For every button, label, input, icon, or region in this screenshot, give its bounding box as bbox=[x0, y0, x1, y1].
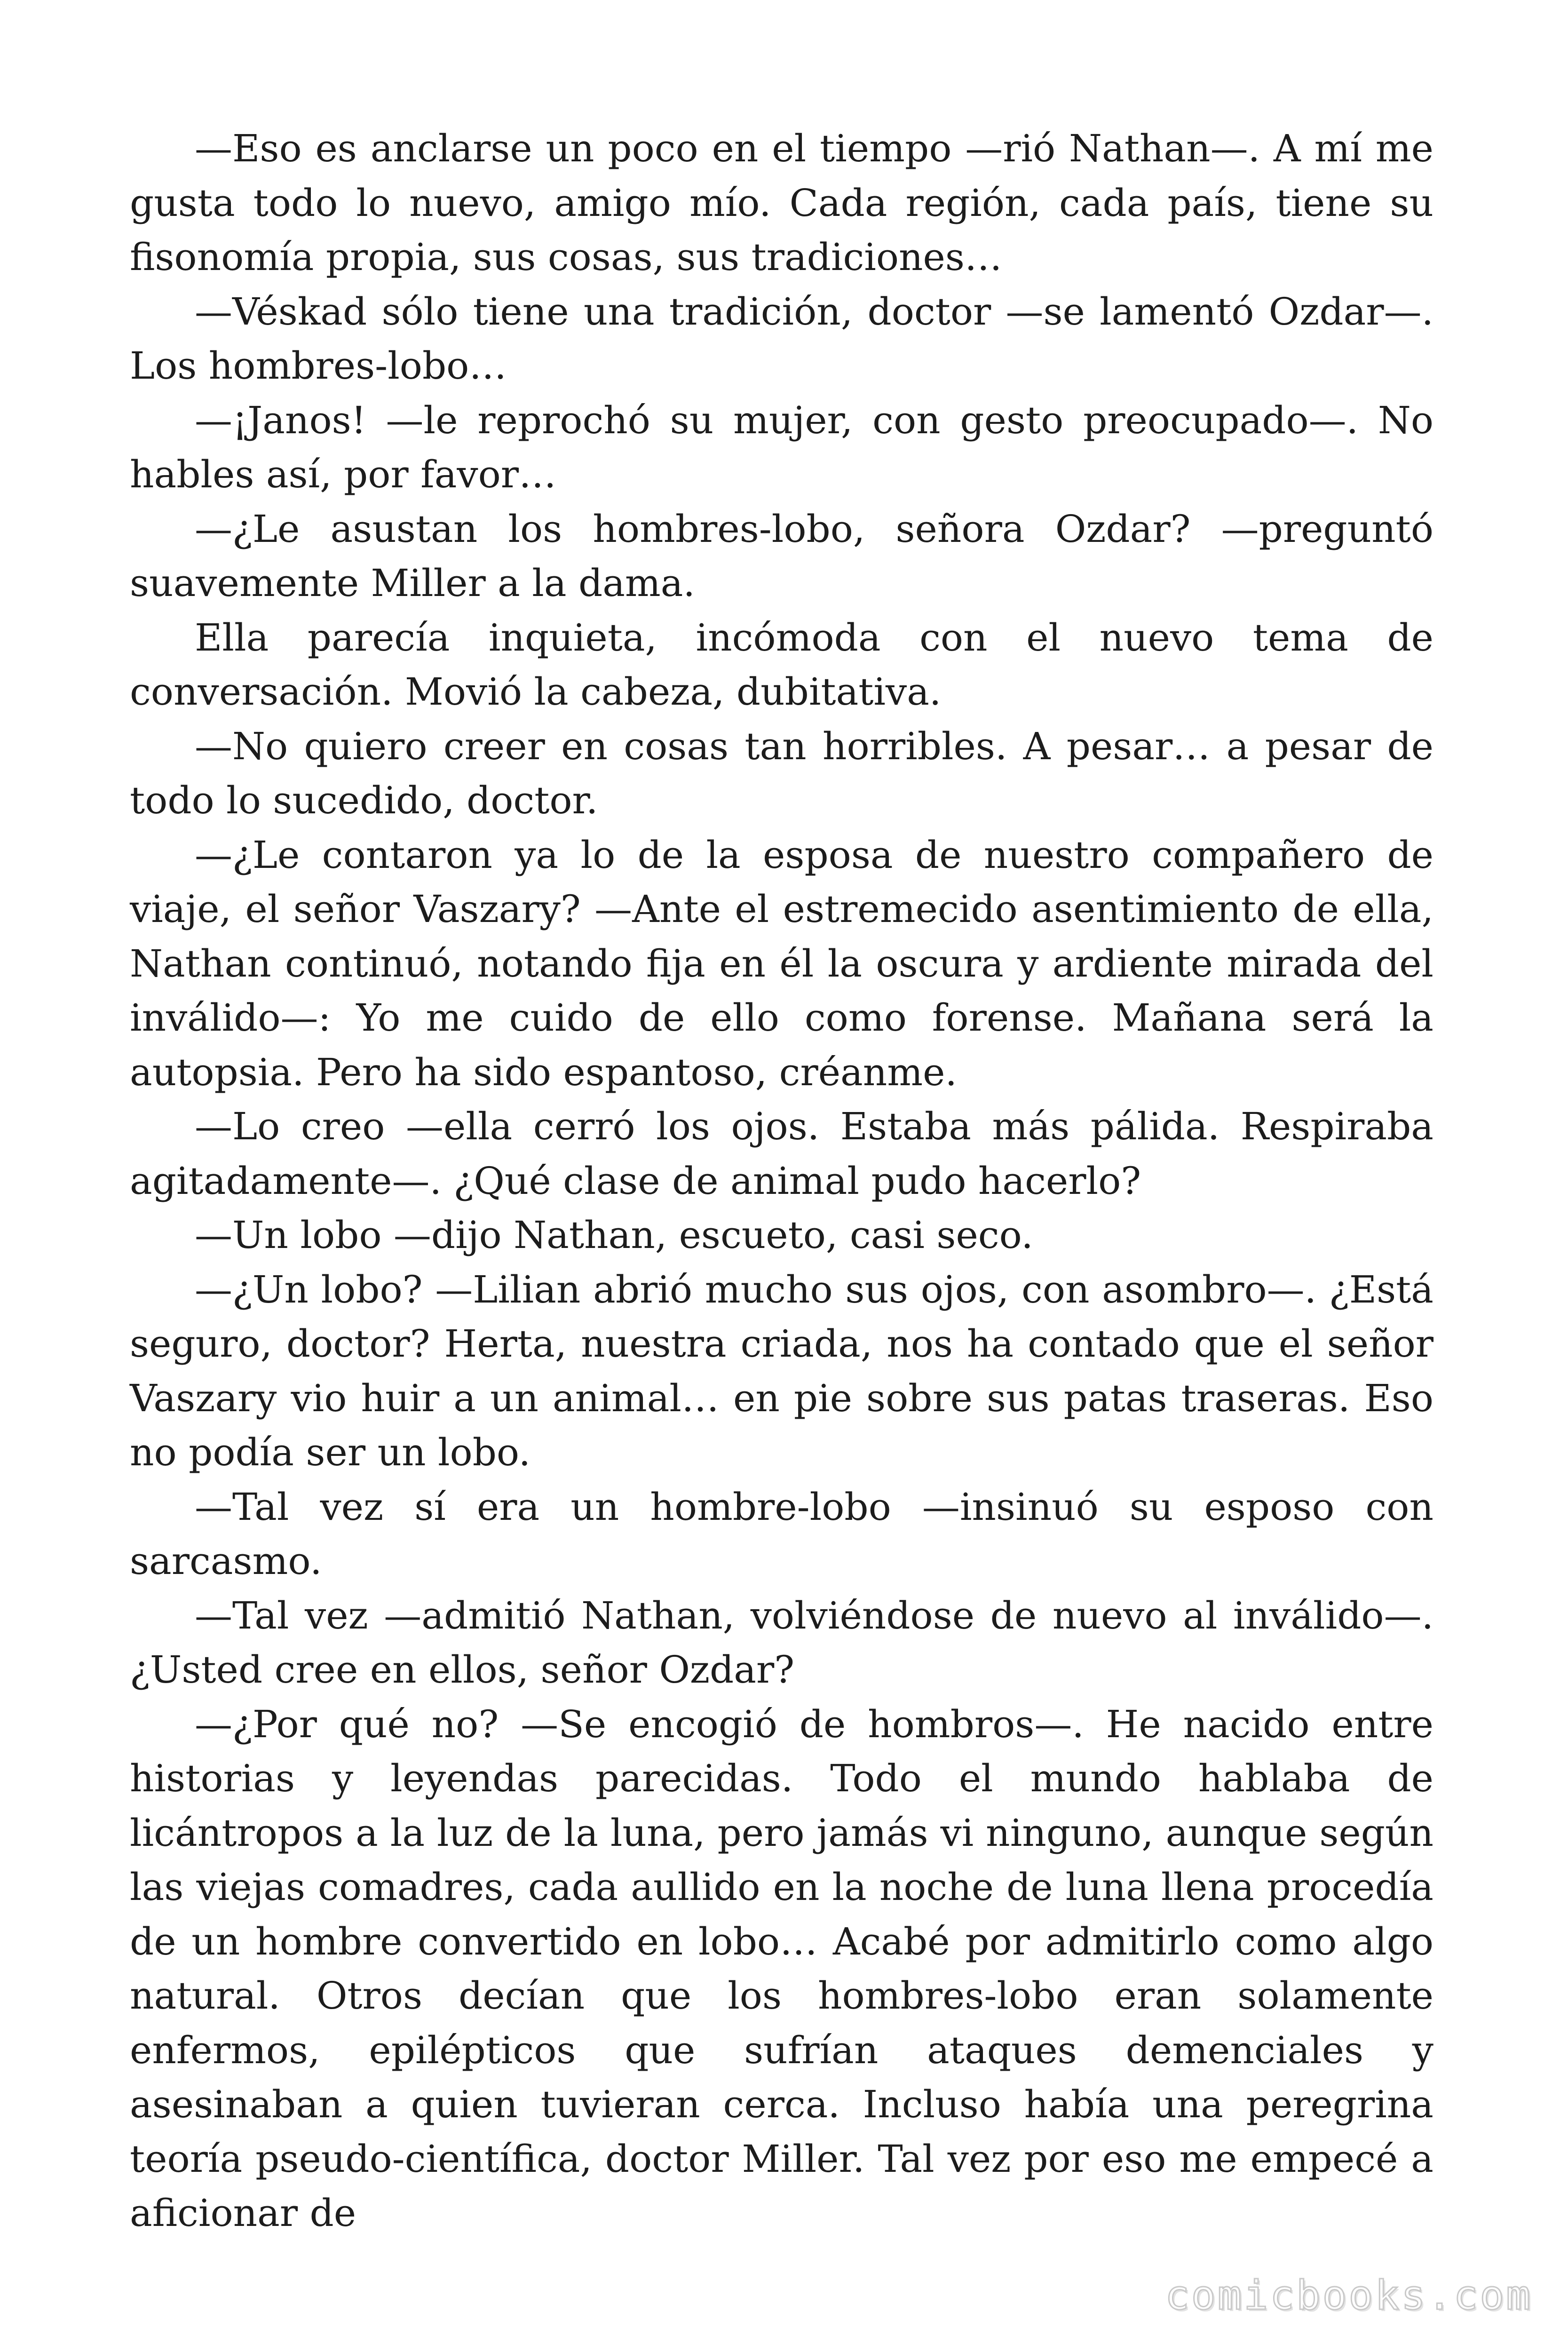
watermark-text: comicbooks.com bbox=[1165, 2272, 1532, 2319]
paragraph: —¿Le contaron ya lo de la esposa de nuestro compañero de viaje, el señor Vaszary? —Ante el estremecido asentimiento de ella, Nathan continuó, notando fija en él la oscura y ardiente mirada del inválido—: Yo me cuido de ello como forense. Mañana será la autopsia. Pero ha sido espantoso, créanme. bbox=[130, 833, 1433, 1094]
paragraph: —¿Un lobo? —Lilian abrió mucho sus ojos, con asombro—. ¿Está seguro, doctor? Herta, nuestra criada, nos ha contado que el señor Vaszary vio huir a un animal… en pie sobre sus patas traseras. Eso no podía ser un lobo. bbox=[130, 1267, 1433, 1474]
paragraph: —Eso es anclarse un poco en el tiempo —rió Nathan—. A mí me gusta todo lo nuevo, amigo mío. Cada región, cada país, tiene su fisonomía propia, sus cosas, sus tradiciones… bbox=[130, 127, 1433, 279]
paragraph: —¿Le asustan los hombres-lobo, señora Ozdar? —preguntó suavemente Miller a la dama. bbox=[130, 507, 1433, 605]
paragraph: —No quiero creer en cosas tan horribles. A pesar… a pesar de todo lo sucedido, doctor. bbox=[130, 724, 1433, 822]
paragraph: Ella parecía inquieta, incómoda con el nuevo tema de conversación. Movió la cabeza, dubitativa. bbox=[130, 615, 1433, 714]
paragraph: —¿Por qué no? —Se encogió de hombros—. He nacido entre historias y leyendas parecidas. Todo el mundo hablaba de licántropos a la luz de la luna, pero jamás vi ninguno, aunque según las viejas comadres, cada aullido en la noche de luna llena procedía de un hombre convertido en lobo… Acabé por admitirlo como algo natural. Otros decían que los hombres-lobo eran solamente enfermos, epilépticos que sufrían ataques demenciales y asesinaban a quien tuvieran cerca. Incluso había una peregrina teoría pseudo-científica, doctor Miller. Tal vez por eso me empecé a aficionar de bbox=[130, 1702, 1433, 2235]
paragraph: —Véskad sólo tiene una tradición, doctor —se lamentó Ozdar—. Los hombres-lobo… bbox=[130, 289, 1433, 388]
page-body-text bbox=[130, 121, 1433, 2241]
paragraph: —Lo creo —ella cerró los ojos. Estaba más pálida. Respiraba agitadamente—. ¿Qué clase de animal pudo hacerlo? bbox=[130, 1104, 1433, 1203]
paragraph: —¡Janos! —le reprochó su mujer, con gesto preocupado—. No hables así, por favor… bbox=[130, 398, 1433, 496]
paragraph: —Un lobo —dijo Nathan, escueto, casi seco. bbox=[195, 1213, 1033, 1257]
paragraph: —Tal vez —admitió Nathan, volviéndose de nuevo al inválido—. ¿Usted cree en ellos, señor Ozdar? bbox=[130, 1593, 1433, 1692]
paragraph: —Tal vez sí era un hombre-lobo —insinuó su esposo con sarcasmo. bbox=[130, 1485, 1433, 1583]
